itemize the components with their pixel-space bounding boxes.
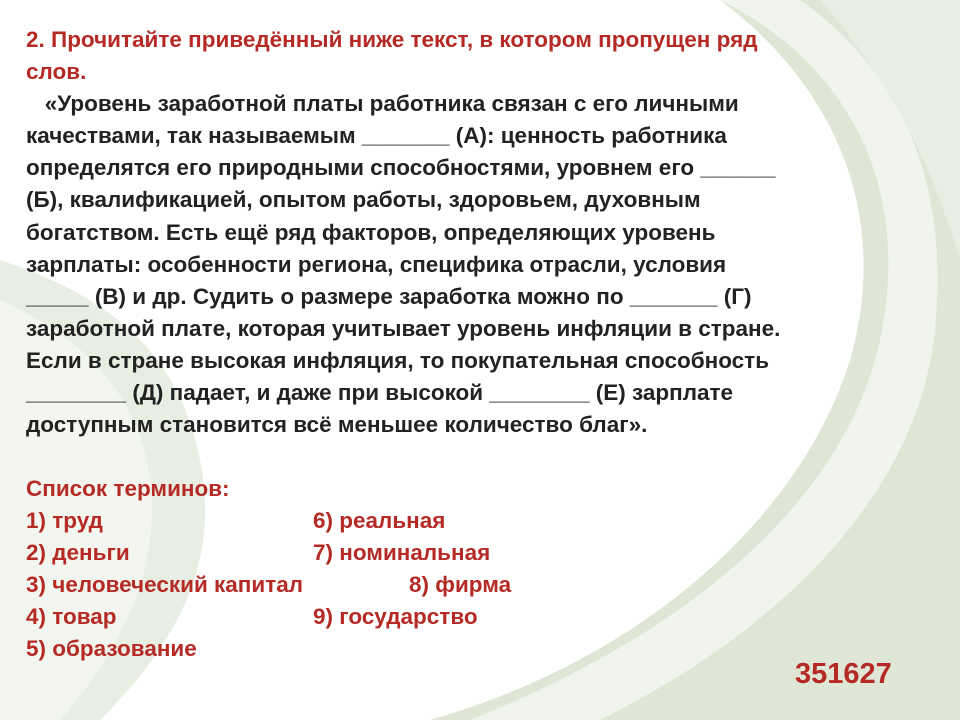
term-item: 4) товар xyxy=(26,604,117,629)
task-text-line: доступным становится всё меньшее количество благ». xyxy=(26,412,648,437)
term-item: 5) образование xyxy=(26,636,197,661)
task-text-line: «Уровень заработной платы работника связан с его личными xyxy=(26,91,739,116)
term-item: 3) человеческий капитал xyxy=(26,572,304,597)
term-item: 6) реальная xyxy=(313,508,446,533)
task-text-line: ________ (Д) падает, и даже при высокой ________ (Е) зарплате xyxy=(26,380,734,405)
answer-code: 351627 xyxy=(795,658,892,690)
task-text-line: заработной плате, которая учитывает уровень инфляции в стране. xyxy=(26,316,781,341)
task-text-line: определятся его природными способностями, уровнем его ______ xyxy=(26,155,776,180)
task-text-line: богатством. Есть ещё ряд факторов, определяющих уровень xyxy=(26,220,716,245)
task-text-line: качествами, так называемым _______ (А): ценность работника xyxy=(26,123,727,148)
task-text-line: (Б), квалификацией, опытом работы, здоровьем, духовным xyxy=(26,187,701,212)
term-item: 8) фирма xyxy=(409,572,512,597)
task-header-line: 2. Прочитайте приведённый ниже текст, в котором пропущен ряд xyxy=(26,27,758,52)
task-text-line: _____ (В) и др. Судить о размере заработка можно по _______ (Г) xyxy=(26,284,752,309)
terms-title: Список терминов: xyxy=(26,476,230,501)
term-item: 1) труд xyxy=(26,508,103,533)
task-text-line: зарплаты: особенности региона, специфика отрасли, условия xyxy=(26,252,727,277)
term-item: 2) деньги xyxy=(26,540,130,565)
task-text-line: Если в стране высокая инфляция, то покупательная способность xyxy=(26,348,770,373)
term-item: 9) государство xyxy=(313,604,478,629)
term-item: 7) номинальная xyxy=(313,540,491,565)
task-header-line: слов. xyxy=(26,59,87,84)
